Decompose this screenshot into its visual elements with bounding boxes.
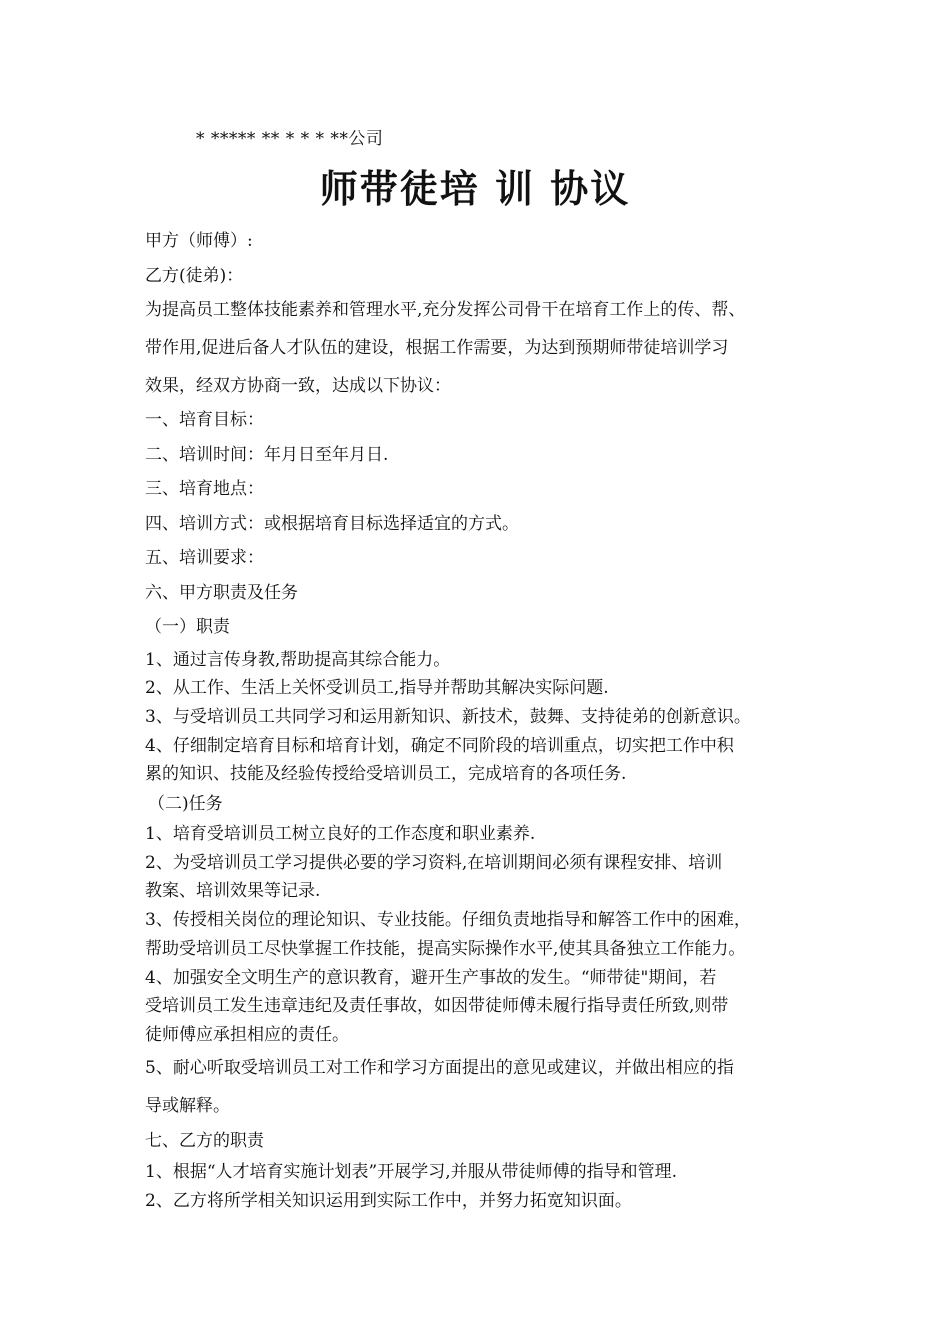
list-item: 1、通过言传身教,帮助提高其综合能力。 [145,650,451,670]
company-name: * ***** ** * * * **公司 [196,129,384,149]
party-b-line: 乙方(徒弟)： [145,266,244,286]
list-item-continuation: 帮助受培训员工尽快掌握工作技能，提高实际操作水平,使其具备独立工作能力。 [145,939,746,959]
section-heading: 一、培育目标： [145,410,264,430]
list-item-continuation: 教案、培训效果等记录. [145,881,321,901]
intro-paragraph-line: 带作用,促进后备人才队伍的建设，根据工作需要，为达到预期师带徒培训学习 [145,338,729,358]
list-item: 1、根据“人才培育实施计划表”开展学习,并服从带徒师傅的指导和管理. [145,1162,678,1182]
list-item: 2、乙方将所学相关知识运用到实际工作中，并努力拓宽知识面。 [145,1191,632,1211]
list-item: 4、加强安全文明生产的意识教育，避开生产事故的发生。“师带徒"期间，若 [145,968,717,988]
list-item: 4、仔细制定培育目标和培育计划，确定不同阶段的培训重点，切实把工作中积 [145,736,734,756]
section-heading: 五、培训要求： [145,548,264,568]
section-heading: 七、乙方的职责 [145,1131,264,1151]
list-item: 2、为受培训员工学习提供必要的学习资料,在培训期间必须有课程安排、培训 [145,853,723,873]
section-heading: 二、培训时间：年月日至年月日. [145,445,389,465]
document-title: 师带徒培 训 协议 [319,166,631,211]
intro-paragraph-line: 为提高员工整体技能素养和管理水平,充分发挥公司骨干在培育工作上的传、帮、 [145,300,746,320]
section-heading: 三、培育地点： [145,479,264,499]
section-heading: 四、培训方式：或根据培育目标选择适宜的方式。 [145,514,519,534]
list-item: 3、与受培训员工共同学习和运用新知识、新技术，鼓舞、支持徒弟的创新意识。 [145,707,751,727]
intro-paragraph-line: 效果，经双方协商一致，达成以下协议： [145,376,451,396]
list-item-continuation: 导或解释。 [145,1096,230,1116]
party-a-line: 甲方（师傅）: [145,231,253,251]
list-item: 2、从工作、生活上关怀受训员工,指导并帮助其解决实际问题. [145,678,609,698]
list-item-continuation: 受培训员工发生违章违纪及责任事故，如因带徒师傅未履行指导责任所致,则带 [145,996,729,1016]
section-heading: 六、甲方职责及任务 [145,583,298,603]
list-item: 5、耐心听取受培训员工对工作和学习方面提出的意见或建议，并做出相应的指 [145,1058,734,1078]
list-item-continuation: 徒师傅应承担相应的责任。 [145,1025,349,1045]
list-item: 1、培育受培训员工树立良好的工作态度和职业素养. [145,824,536,844]
list-item-continuation: 累的知识、技能及经验传授给受培训员工，完成培育的各项任务. [145,764,627,784]
list-item: 3、传授相关岗位的理论知识、专业技能。仔细负责地指导和解答工作中的困难， [145,910,751,930]
subsection-heading: （一）职责 [145,617,230,637]
subsection-heading: （二)任务 [148,794,223,814]
